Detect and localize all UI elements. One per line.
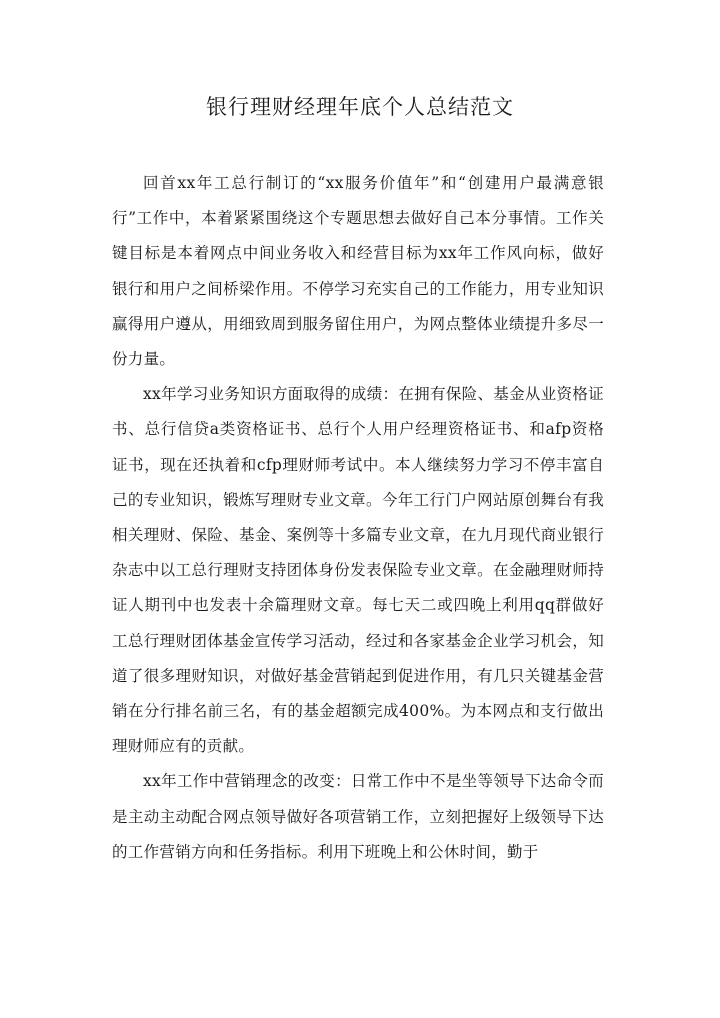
paragraph-intro: 回首xx年工总行制订的“xx服务价值年”和“创建用户最满意银行”工作中，本着紧紧围绕这个专题思想去做好自己本分事情。工作关键目标是本着网点中间业务收入和经营目标为xx年工作风向标，做好银行和用户之间桥梁作用。不停学习充实自己的工作能力，用专业知识赢得用户遵从，用细致周到服务留住用户，为网点整体业绩提升多尽一份力量。 — [112, 174, 604, 369]
paragraph-learning-achievements: xx年学习业务知识方面取得的成绩：在拥有保险、基金从业资格证书、总行信贷a类资格证书、总行个人用户经理资格证书、和afp资格证书，现在还执着和cfp理财师考试中。本人继续努力学习不停丰富自己的专业知识，锻炼写理财专业文章。今年工行门户网站原创舞台有我相关理财、保险、基金、案例等十多篇专业文章，在九月现代商业银行杂志中以工总行理财支持团体身份发表保险专业文章。在金融理财师持证人期刊中也发表十余篇理财文章。每七天二或四晚上利用qq群做好工总行理财团体基金宣传学习活动，经过和各家基金企业学习机会，知道了很多理财知识，对做好基金营销起到促进作用，有几只关键基金营销在分行排名前三名，有的基金超额完成400%。为本网点和支行做出理财师应有的贡献。 — [112, 385, 604, 756]
document-body — [112, 166, 604, 870]
paragraph-marketing-concept: xx年工作中营销理念的改变：日常工作中不是坐等领导下达命令而是主动主动配合网点领导做好各项营销工作，立刻把握好上级领导下达的工作营销方向和任务指标。利用下班晚上和公休时间，勤于 — [112, 772, 604, 861]
document-title: 银行理财经理年底个人总结范文 — [206, 95, 514, 119]
